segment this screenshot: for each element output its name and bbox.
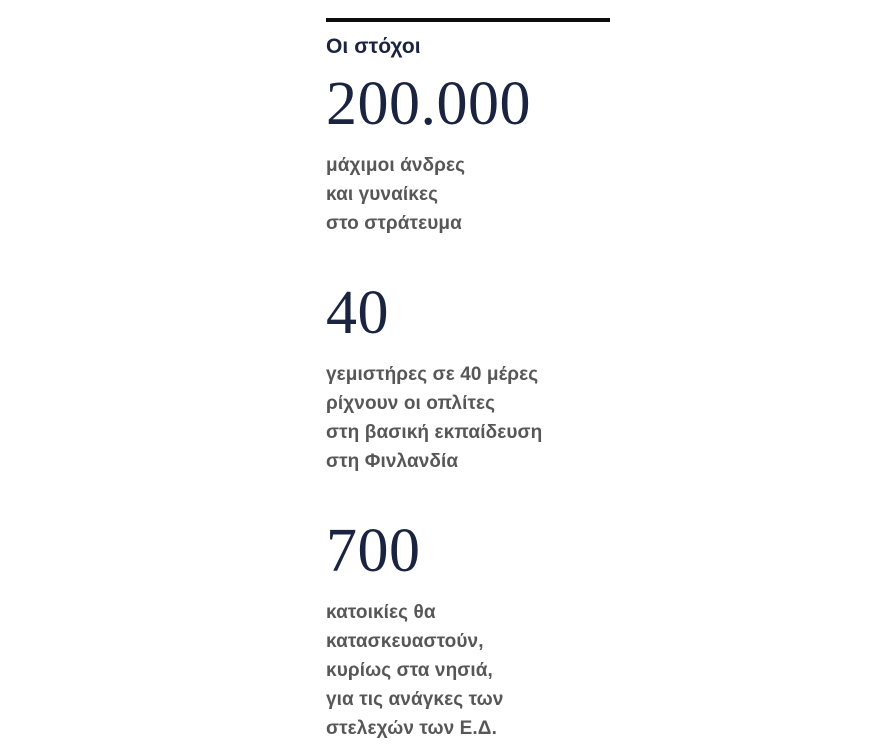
page-title: Οι στόχοι [326,35,421,58]
stat-caption-line: στη Φινλανδία [326,451,459,473]
targets-infographic [326,18,626,743]
stat-caption-line: ρίχνουν οι οπλίτες [326,393,496,415]
stat-caption-line: κατασκευαστούν, [326,631,484,653]
stat-figure-2: 40 [326,279,389,348]
stat-caption-line: γεμιστήρες σε 40 μέρες [326,364,539,386]
stat-caption-line: για τις ανάγκες των [326,689,504,711]
stat-caption-1 [326,151,626,238]
stat-caption-line: στελεχών των Ε.Δ. [326,718,497,740]
stat-figure-1: 200.000 [326,70,531,139]
stat-figure-3: 700 [326,517,421,586]
stat-caption-line: στο στράτευμα [326,213,462,235]
stat-caption-line: και γυναίκες [326,184,439,206]
stat-caption-line: στη βασική εκπαίδευση [326,422,543,444]
stat-caption-line: κυρίως στα νησιά, [326,660,493,682]
stat-caption-2 [326,360,626,476]
stat-block-2 [326,279,626,476]
stat-block-1 [326,70,626,238]
stat-caption-line: κατοικίες θα [326,602,436,624]
stat-caption-3 [326,598,626,743]
stat-caption-line: μάχιμοι άνδρες [326,155,466,177]
header-rule [326,18,610,22]
stat-block-3 [326,517,626,743]
